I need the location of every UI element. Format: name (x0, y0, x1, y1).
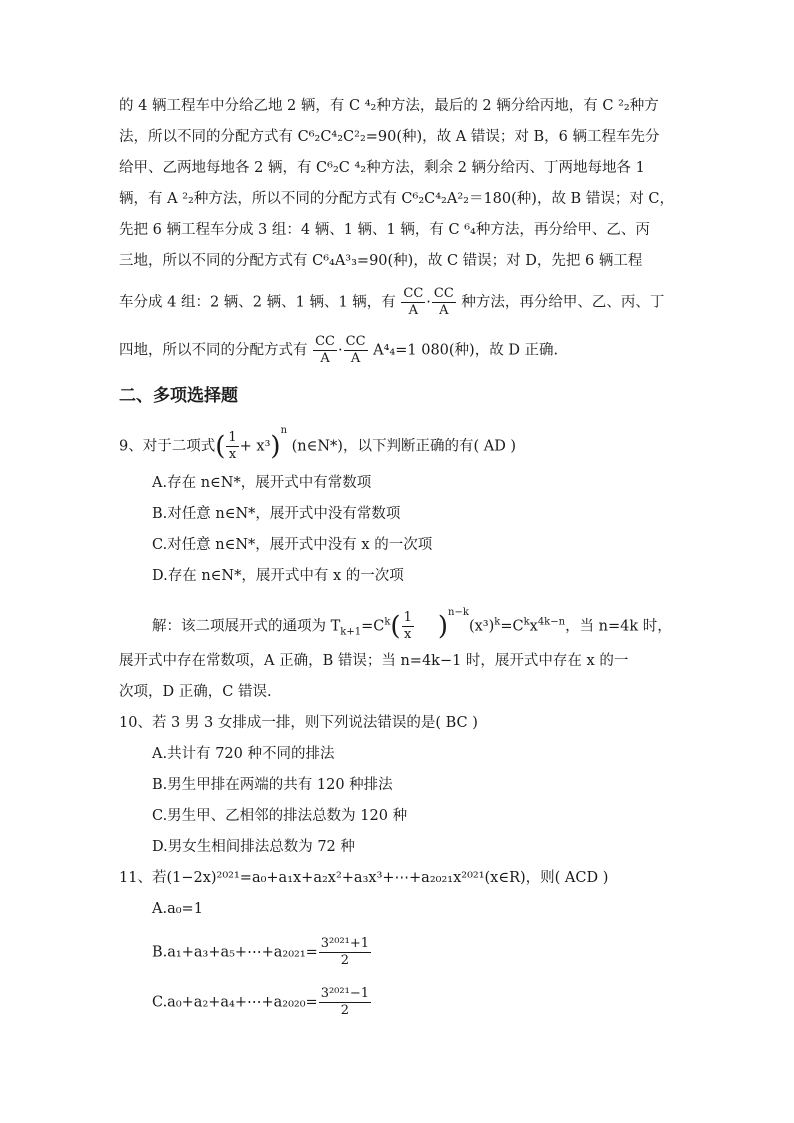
solution8-line-7-text-a: 车分成 4 组：2 辆、2 辆、1 辆、1 辆，有 (119, 294, 396, 311)
q10-option-a: A.共计有 720 种不同的排法 (152, 746, 335, 762)
solution8-line-6: 三地，所以不同的分配方式有 C⁶₄A³₃=90(种)，故 C 错误；对 D，先把 6 辆工程 (119, 253, 643, 269)
fraction-one-over-x: $\frac{1}{x}$ (228, 430, 237, 462)
q9-solution-line-1: 解：该二项展开式的通项为 $T_{k+1}=C^k$( $\frac{1}{x}$ )$^{n-k}(x^3)^k=C^kx^{4k-n}$，当 n=4k 时， (152, 606, 672, 642)
fraction-one-over-x: $\frac{1}{x}$ (403, 610, 412, 642)
solution8-line-7: 车分成 4 组：2 辆、2 辆、1 辆、1 辆，有 $\frac{CC}{A}$ · $\frac{CC}{A}$ 种方法，再分给甲、乙、丙、丁 (119, 286, 665, 318)
solution8-line-2: 法，所以不同的分配方式有 C⁶₂C⁴₂C²₂=90(种)，故 A 错误；对 B，6 辆工程车先分 (119, 129, 660, 145)
fraction-numerator: CC (315, 334, 336, 349)
q9-solution-text-f: ，当 n=4k 时， (565, 618, 672, 635)
q11-option-b-lhs: B.a₁+a₃+a₅+⋯+a₂₀₂₁= (152, 944, 318, 961)
fraction (319, 936, 371, 969)
fraction-denominator: 2 (340, 1003, 349, 1018)
fraction-numerator: 3²⁰²¹−1 (320, 986, 369, 1001)
q11-stem: 11、若(1−2x)²⁰²¹=a₀+a₁x+a₂x²+a₃x³+⋯+a₂₀₂₁x²⁰²¹(x∈R)，则( ACD ) (119, 870, 609, 886)
solution8-line-3: 给甲、乙两地每地各 2 辆，有 C⁶₂C ⁴₂种方法，剩余 2 辆分给丙、丁两地每地各 1 (119, 160, 645, 176)
fraction (344, 334, 368, 367)
q9-solution-text-c: (x³) (468, 618, 495, 635)
q9-solution-text-e: x (529, 618, 538, 635)
fraction-numerator: 3²⁰²¹+1 (320, 936, 370, 951)
q11-option-a: A.a₀=1 (152, 901, 203, 917)
fraction-numerator: CC (345, 334, 366, 349)
fraction-denominator: A (350, 351, 361, 366)
fraction (432, 286, 456, 319)
q9-solution-line-3: 次项，D 正确，C 错误. (119, 684, 272, 700)
q10-option-b: B.男生甲排在两端的共有 120 种排法 (152, 777, 393, 793)
fraction-numerator: CC (403, 286, 424, 301)
q9-stem-text-a: 9、对于二项式 (119, 438, 216, 455)
fraction (313, 334, 337, 367)
q11-option-b (152, 936, 372, 969)
q9-option-d: D.存在 n∈N*，展开式中有 x 的一次项 (152, 568, 404, 584)
q9-option-b: B.对任意 n∈N*，展开式中没有常数项 (152, 506, 401, 522)
q9-solution-text-a: 解：该二项展开式的通项为 T (152, 618, 341, 635)
solution8-line-8-text-b: A⁴₄=1 080(种)，故 D 正确. (373, 342, 559, 359)
solution8-line-7-text-b: 种方法，再分给甲、乙、丙、丁 (461, 294, 665, 311)
q9-solution-text-d: =C (500, 618, 524, 635)
q9-option-a: A.存在 n∈N*，展开式中有常数项 (152, 475, 372, 491)
solution8-line-1: 的 4 辆工程车中分给乙地 2 辆，有 C ⁴₂种方法，最后的 2 辆分给丙地，有 C ²₂种方 (119, 98, 659, 114)
q11-option-c (152, 986, 372, 1019)
q9-stem: 9、对于二项式( $\frac{1}{x}$ + x³)$^n$ (n∈N*)，以下判断正确的有( AD ) (119, 424, 517, 462)
solution8-line-8-text-a: 四地，所以不同的分配方式有 (119, 342, 308, 359)
q10-option-c: C.男生甲、乙相邻的排法总数为 120 种 (152, 808, 408, 824)
solution8-line-4: 辆，有 A ²₂种方法，所以不同的分配方式有 C⁶₂C⁴₂A²₂＝180(种)，故 B 错误；对 C， (119, 191, 675, 207)
fraction (319, 986, 371, 1019)
section-title: 二、多项选择题 (119, 386, 238, 406)
fraction-denominator: A (439, 303, 449, 318)
q9-solution-line-2: 展开式中存在常数项，A 正确，B 错误；当 n=4k−1 时，展开式中存在 x 的一 (119, 653, 629, 669)
fraction-denominator: A (320, 351, 330, 366)
q11-option-c-lhs: C.a₀+a₂+a₄+⋯+a₂₀₂₀= (152, 994, 318, 1011)
q9-stem-text-b: (n∈N*)，以下判断正确的有( AD ) (291, 438, 517, 455)
fraction (401, 286, 425, 319)
solution8-line-8: 四地，所以不同的分配方式有 $\frac{CC}{A}$ · $\frac{CC}{A}$ A⁴₄=1 080(种)，故 D 正确. (119, 334, 559, 366)
fraction-denominator: A (408, 303, 419, 318)
fraction-denominator: 2 (340, 953, 350, 968)
solution8-line-5: 先把 6 辆工程车分成 3 组：4 辆、1 辆、1 辆，有 C ⁶₄种方法，再分给甲、乙、丙 (119, 222, 650, 238)
q9-option-c: C.对任意 n∈N*，展开式中没有 x 的一次项 (152, 537, 433, 553)
q10-option-d: D.男女生相间排法总数为 72 种 (152, 839, 355, 855)
fraction-numerator: CC (433, 286, 454, 301)
q9-solution-text-b: =C (361, 618, 385, 635)
q10-stem: 10、若 3 男 3 女排成一排，则下列说法错误的是( BC ) (119, 715, 478, 731)
